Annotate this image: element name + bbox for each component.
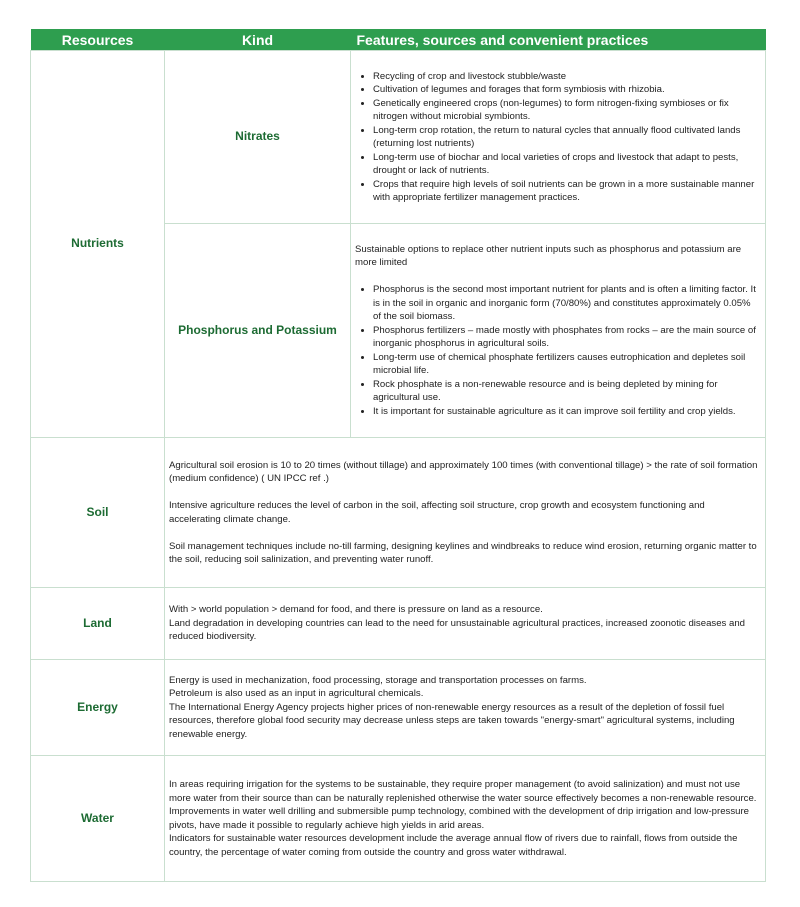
- phosphorus-features: [351, 224, 766, 438]
- resources-table: [30, 29, 766, 882]
- energy-line: The International Energy Agency projects higher prices of non-renewable energy resources as a result of the depletion of fossil fuel resources, therefore global food security may decrease unless steps are taken towards "energy-smart" agricultural systems, including renewable energy.: [169, 701, 735, 740]
- land-line: Land degradation in developing countries can lead to the need for unsustainable agricultural practices, increased zoonotic diseases and reduced biodiversity.: [169, 617, 746, 643]
- resources-table-container: [30, 29, 765, 882]
- soil-paragraph: Agricultural soil erosion is 10 to 20 times (without tillage) and approximately 100 times (with conventional tillage) > the rate of soil formation (medium confidence) ( UN IPCC ref .): [169, 459, 758, 484]
- water-line: In areas requiring irrigation for the systems to be sustainable, they require proper management (to avoid salinization) and must not use more water from their source than can be naturally replenished otherwise the water source effectively becomes a non-renewable resource.: [169, 779, 757, 804]
- phosphorus-list: [355, 283, 759, 418]
- header-resources: Resources: [31, 29, 165, 51]
- energy-features: [165, 660, 766, 756]
- list-item: • Phosphorus is the second most important nutrient for plants and is often a limiting factor. It is in the soil in organic and inorganic form (70/80%) and constitutes approximately 0.05% of the soil biomass.: [373, 283, 759, 324]
- header-row: [31, 29, 766, 51]
- phosphorus-intro: Sustainable options to replace other nutrient inputs such as phosphorus and potassium are more limited: [355, 243, 742, 269]
- land-features: [165, 588, 766, 660]
- resource-nutrients: Nutrients: [31, 51, 165, 438]
- land-line: With > world population > demand for food, and there is pressure on land as a resource.: [169, 604, 543, 616]
- list-item: • Recycling of crop and livestock stubble/waste: [373, 70, 759, 84]
- water-line: Indicators for sustainable water resources development include the average annual flow of rivers due to rainfall, flows from outside the country, the percentage of water coming from outside the country and gross water withdrawal.: [169, 833, 738, 858]
- energy-line: Petroleum is also used as an input in agricultural chemicals.: [169, 688, 424, 700]
- soil-paragraph: Soil management techniques include no-till farming, designing keylines and windbreaks to reduce wind erosion, returning organic matter to the soil, reducing soil salinization, and preventing water runoff.: [169, 540, 757, 565]
- resource-energy: Energy: [31, 660, 165, 756]
- list-item: • Long-term crop rotation, the return to natural cycles that annually flood cultivated lands (returning lost nutrients): [373, 124, 759, 151]
- list-item: • Crops that require high levels of soil nutrients can be grown in a more sustainable manner with appropriate fertilizer management practices.: [373, 178, 759, 205]
- resource-water: Water: [31, 756, 165, 882]
- nitrates-features: [351, 51, 766, 224]
- list-item: • Cultivation of legumes and forages that form symbiosis with rhizobia.: [373, 83, 759, 97]
- list-item: • Genetically engineered crops (non-legumes) to form nitrogen-fixing symbioses or fix nitrogen without microbial symbionts.: [373, 97, 759, 124]
- header-features: Features, sources and convenient practices: [351, 29, 766, 51]
- resource-soil: Soil: [31, 438, 165, 588]
- row-energy: [31, 660, 766, 756]
- list-item: • It is important for sustainable agriculture as it can improve soil fertility and crop yields.: [373, 405, 759, 419]
- soil-features: [165, 438, 766, 588]
- energy-line: Energy is used in mechanization, food processing, storage and transportation processes on farms.: [169, 674, 587, 686]
- row-land: [31, 588, 766, 660]
- soil-paragraph: Intensive agriculture reduces the level of carbon in the soil, affecting soil structure, crop growth and ecosystem functioning and accelerating climate change.: [169, 500, 705, 525]
- kind-nitrates: Nitrates: [165, 51, 351, 224]
- row-water: [31, 756, 766, 882]
- resource-land: Land: [31, 588, 165, 660]
- kind-phosphorus-potassium: Phosphorus and Potassium: [165, 224, 351, 438]
- nitrates-list: [355, 70, 759, 205]
- list-item: • Long-term use of biochar and local varieties of crops and livestock that adapt to pests, drought or lack of nutrients.: [373, 151, 759, 178]
- row-nitrates: [31, 51, 766, 224]
- water-line: Improvements in water well drilling and submersible pump technology, combined with the development of drip irrigation and low-pressure pivots, have made it possible to regularly achieve high yields in arid areas.: [169, 806, 749, 831]
- water-features: [165, 756, 766, 882]
- list-item: • Rock phosphate is a non-renewable resource and is being depleted by mining for agricultural use.: [373, 378, 759, 405]
- header-kind: Kind: [165, 29, 351, 51]
- list-item: • Phosphorus fertilizers – made mostly with phosphates from rocks – are the main source of inorganic phosphorus in agricultural soils.: [373, 324, 759, 351]
- row-soil: [31, 438, 766, 588]
- list-item: • Long-term use of chemical phosphate fertilizers causes eutrophication and depletes soil microbial life.: [373, 351, 759, 378]
